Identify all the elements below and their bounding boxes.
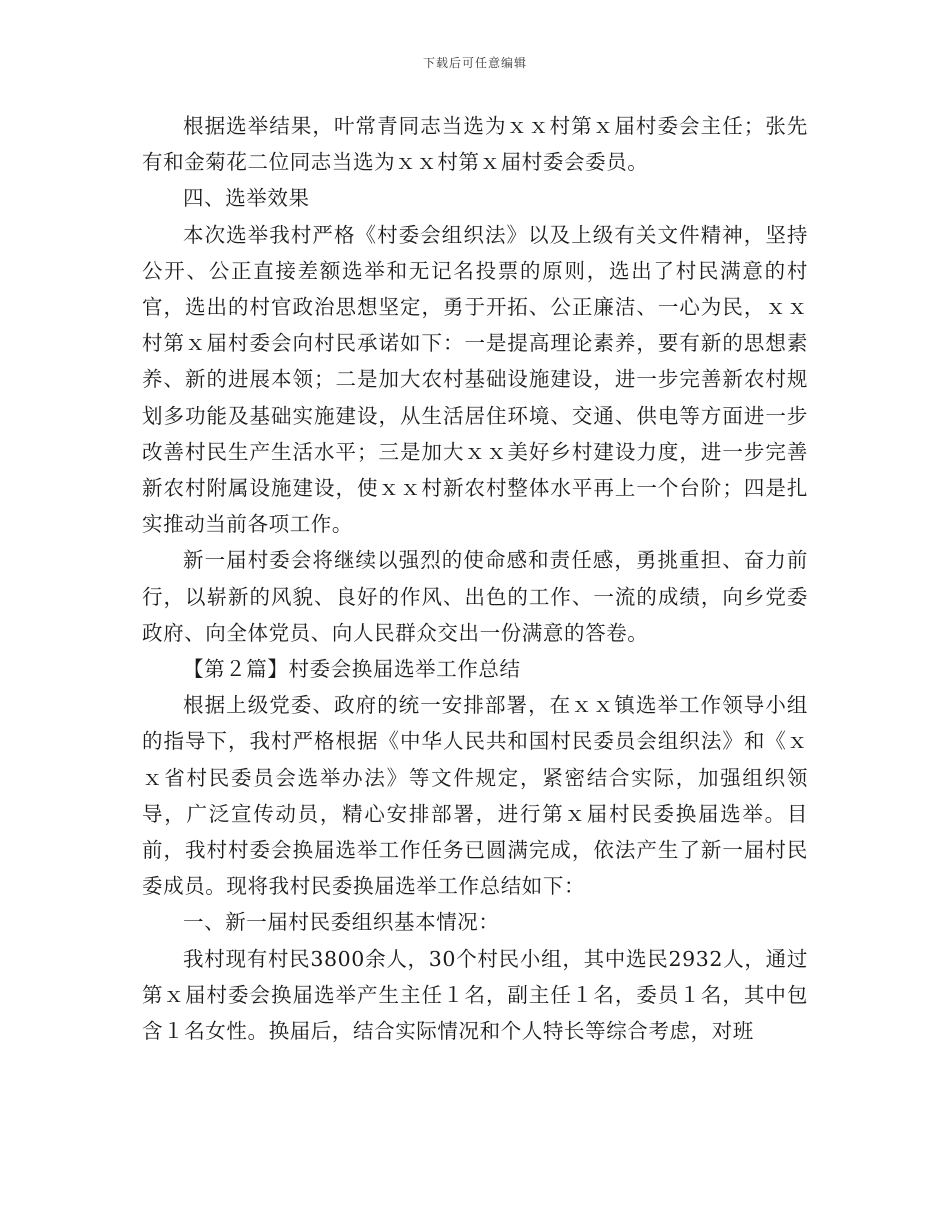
section-heading-basic-situation: 一、新一届村民委组织基本情况： <box>183 910 500 935</box>
paragraph-election-effect: 本次选举我村严格《村委会组织法》以及上级有关文件精神，坚持公开、公正直接差额选举和无记名投票的原则，选出了村民满意的村官，选出的村官政治思想坚定，勇于开拓、公正廉洁、一心为民，ｘｘ村第ｘ届村委会向村民承诺如下：一是提高理论素养，要有新的思想素养、新的进展本领；二是加大农村基础设施建设，进一步完善新农村规划多功能及基础实施建设，从生活居住环境、交通、供电等方面进一步改善村民生产生活水平；三是加大ｘｘ美好乡村建设力度，进一步完善新农村附属设施建设，使ｘｘ村新农村整体水平再上一个台阶；四是扎实推动当前各项工作。 <box>142 222 808 537</box>
page-header: 下载后可任意编辑 <box>422 56 527 70</box>
paragraph-new-committee-commitment: 新一届村委会将继续以强烈的使命感和责任感，勇挑重担、奋力前行，以崭新的风貌、良好的作风、出色的工作、一流的成绩，向乡党委政府、向全体党员、向人民群众交出一份满意的答卷。 <box>142 548 808 645</box>
article-title-part-2: 【第２篇】村委会换届选举工作总结 <box>183 657 521 682</box>
paragraph-introduction: 根据上级党委、政府的统一安排部署，在ｘｘ镇选举工作领导小组的指导下，我村严格根据《中华人民共和国村民委员会组织法》和《ｘｘ省村民委员会选举办法》等文件规定，紧密结合实际，加强组织领导，广泛宣传动员，精心安排部署，进行第ｘ届村民委换届选举。目前，我村村委会换届选举工作任务已圆满完成，依法产生了新一届村民委成员。现将我村民委换届选举工作总结如下： <box>142 693 808 899</box>
paragraph-village-statistics: 我村现有村民3800余人，30个村民小组，其中选民2932人，通过第ｘ届村委会换届选举产生主任１名，副主任１名，委员１名，其中包含１名女性。换届后，结合实际情况和个人特长等综合考虑，对班 <box>142 946 808 1044</box>
document-body <box>142 108 808 1049</box>
section-heading-election-effect: 四、选举效果 <box>183 186 310 211</box>
paragraph-election-result: 根据选举结果，叶常青同志当选为ｘｘ村第ｘ届村委会主任；张先有和金菊花二位同志当选为ｘｘ村第ｘ届村委会委员。 <box>142 114 808 175</box>
